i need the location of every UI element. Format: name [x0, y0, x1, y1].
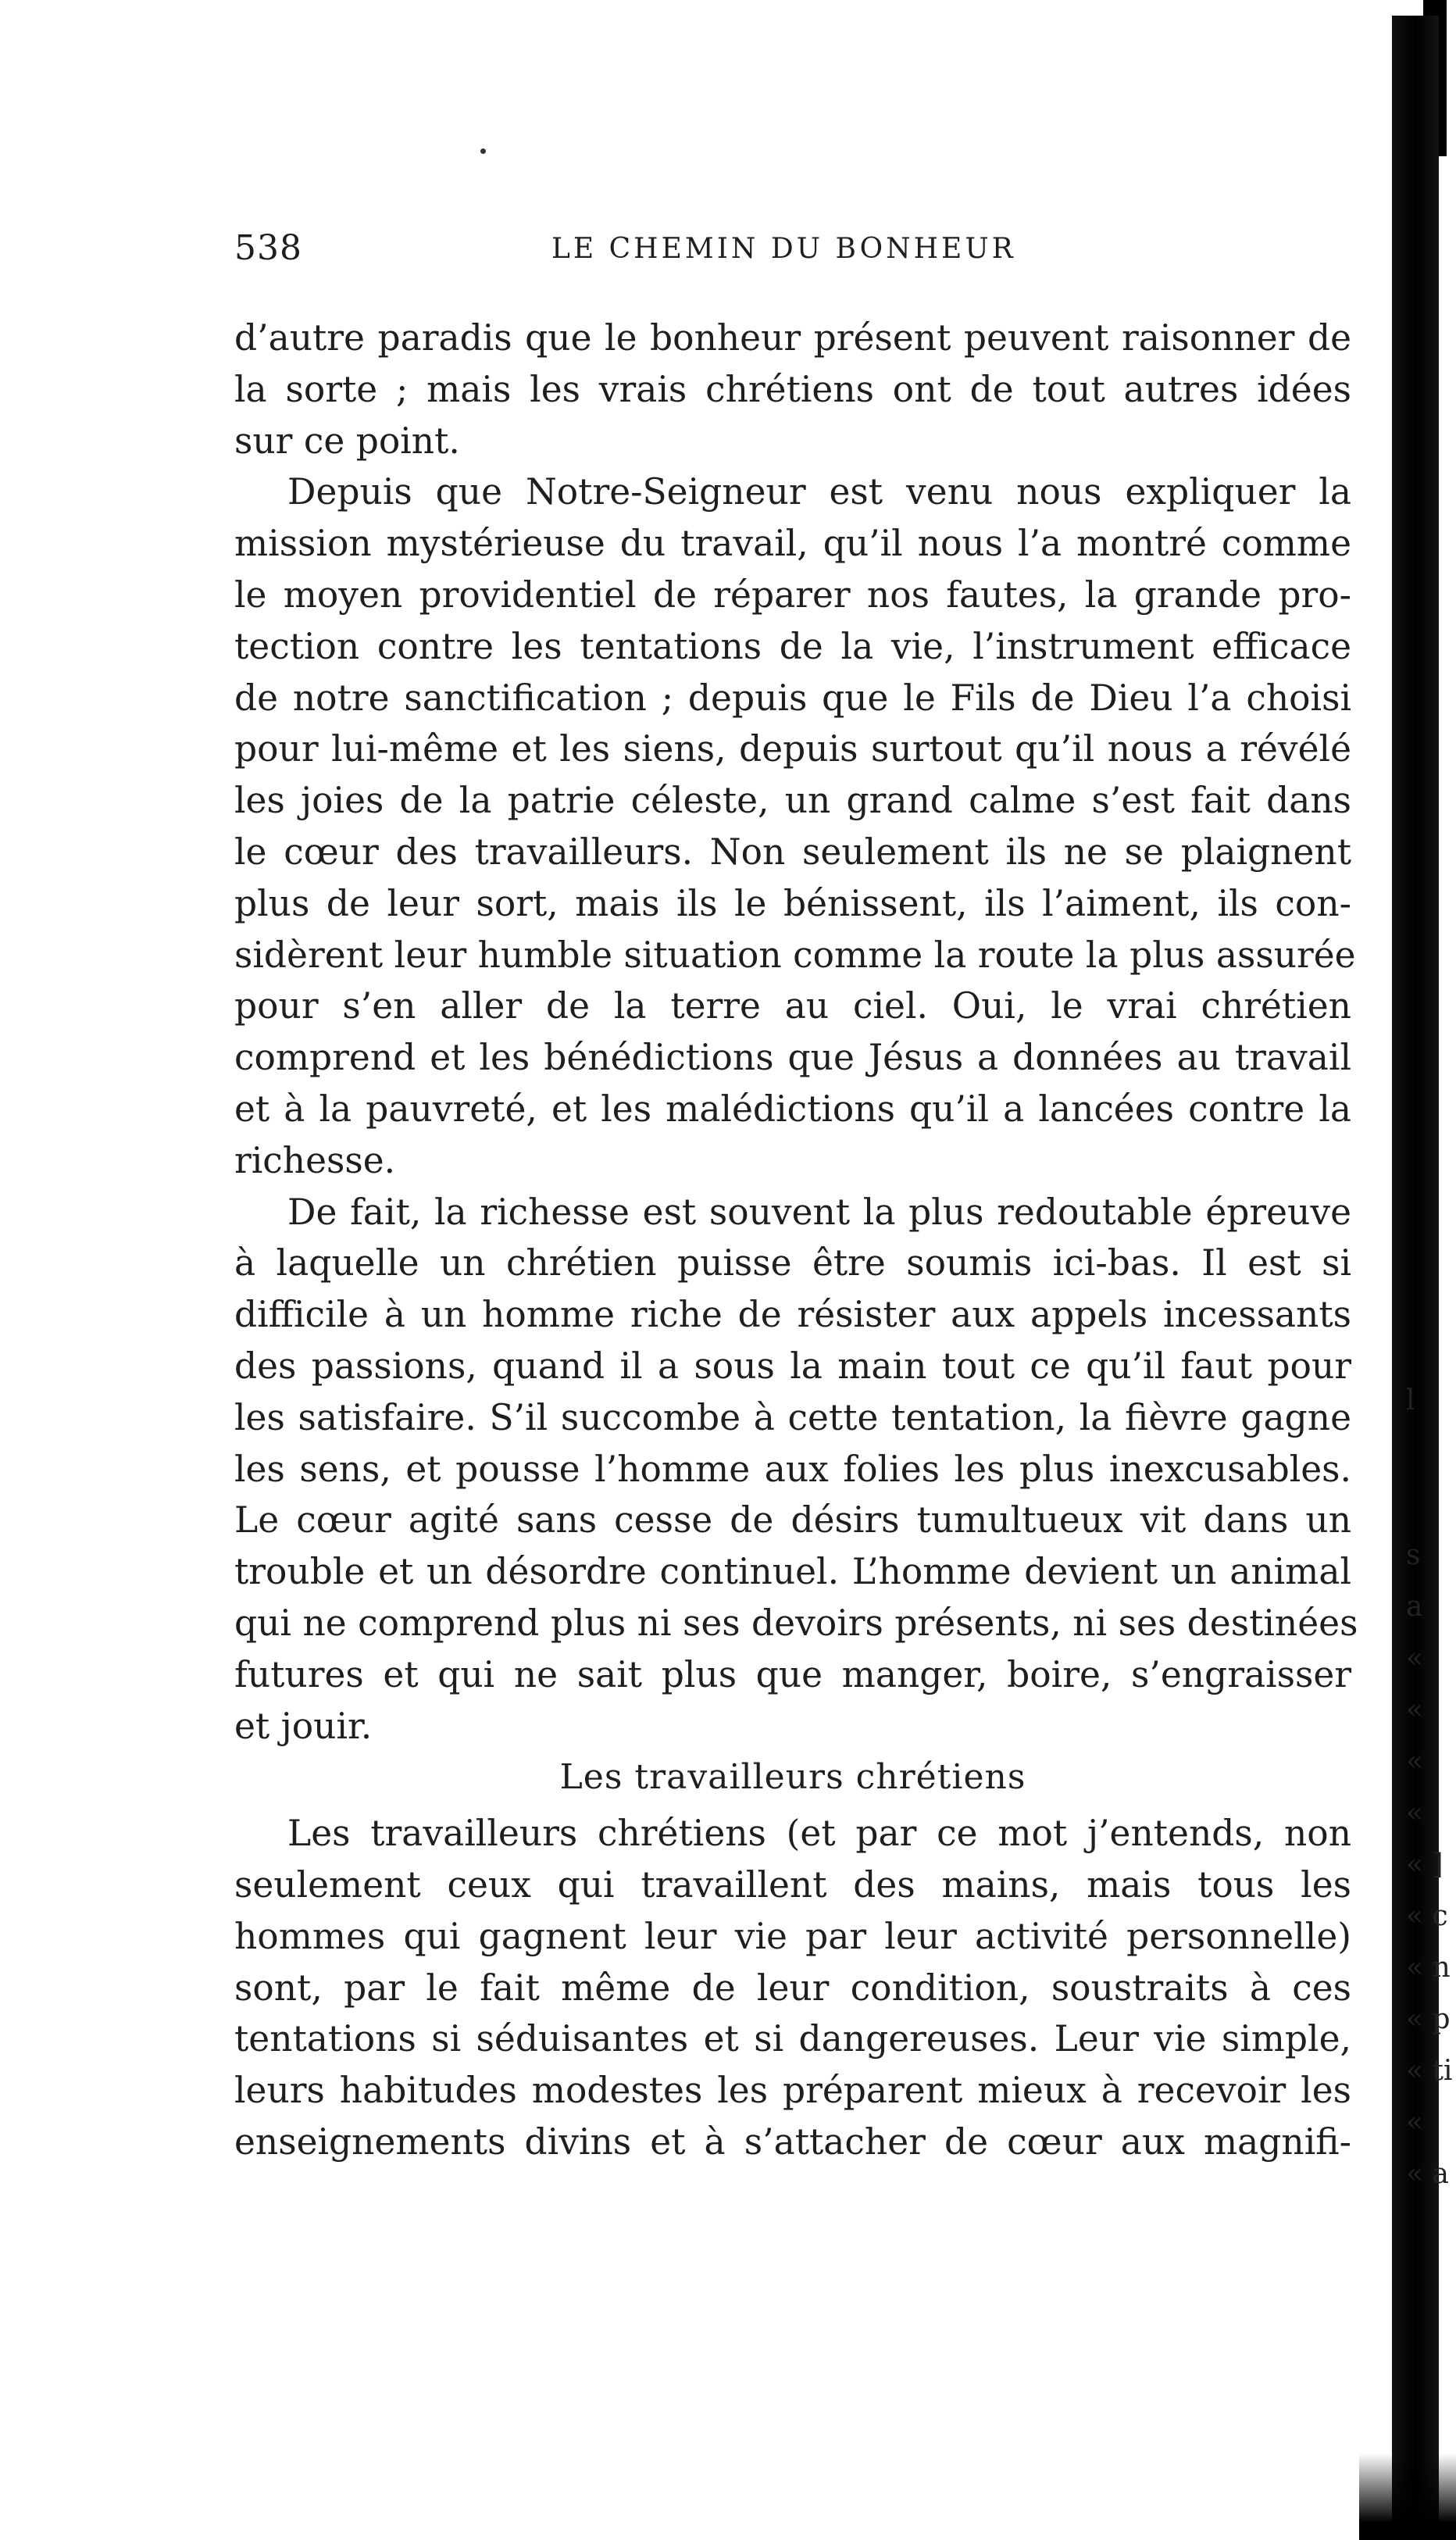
edge-fragment: « — [1406, 1694, 1424, 1726]
text-line: les sens, et pousse l’homme aux folies les plus inexcusables. — [234, 1448, 1351, 1490]
text-line: sur ce point. — [234, 420, 460, 462]
edge-fragment: « — [1406, 1797, 1424, 1829]
paragraph-4 — [234, 1808, 1351, 2168]
binding-shadow-bottom — [1359, 2453, 1456, 2540]
text-line: Les travailleurs chrétiens (et par ce mot j’entends, non — [287, 1813, 1351, 1855]
text-line: comprend et les bénédictions que Jésus a données au travail — [234, 1037, 1351, 1079]
text-line: Le cœur agité sans cesse de désirs tumultueux vit dans un — [234, 1499, 1351, 1542]
text-line: pour lui-même et les siens, depuis surtout qu’il nous a révélé — [234, 728, 1351, 770]
text-line: sont, par le fait même de leur condition, soustraits à ces — [234, 1967, 1351, 2009]
edge-fragment: « — [1406, 1745, 1424, 1777]
body-text — [234, 313, 1358, 2168]
text-line: seulement ceux qui travaillent des mains, mais tous les — [234, 1863, 1351, 1906]
text-line: Depuis que Notre-Seigneur est venu nous expliquer la — [287, 471, 1351, 513]
text-line: difficile à un homme riche de résister aux appels incessants — [234, 1294, 1351, 1336]
paper-speck — [480, 148, 486, 154]
edge-fragment: « p — [1406, 2003, 1451, 2035]
running-title: LE CHEMIN DU BONHEUR — [551, 233, 1016, 265]
edge-fragment: « n — [1406, 1952, 1451, 1984]
text-line: mission mystérieuse du travail, qu’il nous l’a montré comme — [234, 523, 1351, 565]
text-line: les satisfaire. S’il succombe à cette tentation, la fièvre gagne — [234, 1396, 1351, 1438]
text-line: trouble et un désordre continuel. L’homme devient un animal — [234, 1551, 1351, 1593]
text-line: pour s’en aller de la terre au ciel. Oui, le vrai chrétien — [234, 985, 1351, 1027]
text-line: futures et qui ne sait plus que manger, boire, s’engraisser — [234, 1653, 1351, 1695]
text-line: De fait, la richesse est souvent la plus redoutable épreuve — [287, 1191, 1351, 1233]
edge-fragment: « c — [1406, 1900, 1448, 1932]
edge-fragment: « ti — [1406, 2055, 1453, 2087]
running-head — [234, 228, 1094, 275]
edge-fragment: a — [1406, 1591, 1423, 1623]
text-line: à laquelle un chrétien puisse être soumis ici-bas. Il est si — [234, 1242, 1351, 1284]
edge-fragment — [1406, 1478, 1453, 1530]
text-line: leurs habitudes modestes les préparent mieux à recevoir les — [234, 2070, 1351, 2112]
paragraph-3 — [234, 1187, 1358, 1752]
text-line: les joies de la patrie céleste, un grand calme s’est fait dans — [234, 780, 1351, 822]
text-line: enseignements divins et à s’attacher de cœur aux magnifi- — [234, 2120, 1351, 2163]
text-line: d’autre paradis que le bonheur présent peuvent raisonner de — [234, 317, 1351, 359]
edge-fragment: s — [1406, 1539, 1421, 1571]
section-heading: Les travailleurs chrétiens — [559, 1757, 1026, 1798]
facing-page-fragments — [1406, 1375, 1453, 2200]
text-line: hommes qui gagnent leur vie par leur activité personnelle) — [234, 1915, 1351, 1957]
edge-fragment: l — [1406, 1384, 1415, 1416]
paragraph-1 — [234, 313, 1351, 466]
text-line: la sorte ; mais les vrais chrétiens ont de tout autres idées — [234, 368, 1351, 410]
text-line: sidèrent leur humble situation comme la route la plus assurée — [234, 934, 1356, 976]
edge-fragment: « a — [1406, 2158, 1449, 2190]
text-line: de notre sanctification ; depuis que le Fils de Dieu l’a choisi — [234, 677, 1351, 719]
page-number: 538 — [234, 228, 302, 268]
edge-fragment: « — [1406, 1642, 1424, 1674]
text-line: richesse. — [234, 1139, 396, 1181]
edge-fragment: « — [1406, 2106, 1424, 2138]
edge-fragment — [1406, 1427, 1453, 1478]
text-line: tentations si séduisantes et si dangereuses. Leur vie simple, — [234, 2018, 1351, 2060]
text-line: tection contre les tentations de la vie, l’instrument efficace — [234, 625, 1351, 667]
text-line: qui ne comprend plus ni ses devoirs présents, ni ses destinées — [234, 1602, 1358, 1644]
edge-fragment: « ] — [1406, 1849, 1444, 1881]
text-line: plus de leur sort, mais ils le bénissent, ils l’aiment, ils con- — [234, 882, 1351, 924]
paragraph-2 — [234, 466, 1356, 1186]
text-line: et jouir. — [234, 1705, 373, 1747]
text-line: et à la pauvreté, et les malédictions qu’il a lancées contre la — [234, 1088, 1351, 1130]
text-line: le moyen providentiel de réparer nos fautes, la grande pro- — [234, 573, 1351, 616]
text-line: le cœur des travailleurs. Non seulement ils ne se plaignent — [234, 831, 1351, 873]
text-line: des passions, quand il a sous la main tout ce qu’il faut pour — [234, 1345, 1351, 1387]
